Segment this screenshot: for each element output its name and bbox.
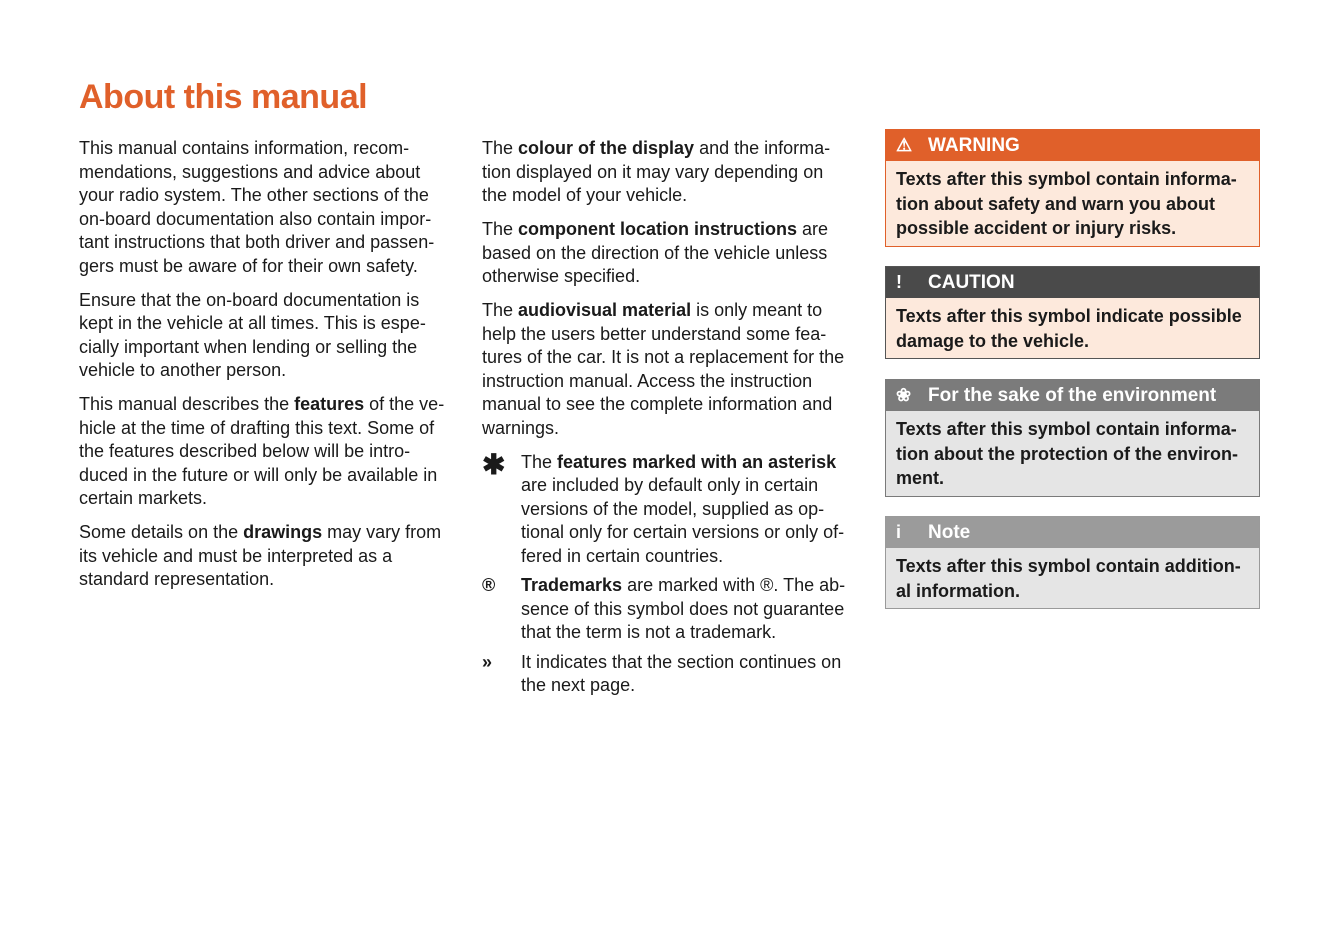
caution-box	[885, 266, 1260, 359]
page-title: About this manual	[79, 78, 368, 116]
list-item	[482, 651, 872, 698]
warning-text: Texts after this symbol contain informa- tion about safety and warn you about possible accident or injury risks.	[886, 161, 1259, 246]
environment-box	[885, 379, 1260, 497]
text-run: are marked with ®. The ab- sence of this symbol does not guarantee that the term is not a trademark.	[521, 575, 846, 642]
list-item	[482, 574, 872, 645]
text-run: is only meant to help the users better understand some fea- tures of the car. It is not a replacement for the instruction manual. Access the instruction manual to see the complete information and warnings.	[482, 300, 845, 438]
list-item-text	[521, 451, 844, 569]
bold-term: colour of the display	[518, 138, 695, 158]
conventions-column	[482, 137, 872, 704]
text-run: and the informa- tion displayed on it may vary depending on the model of your vehicle.	[482, 138, 831, 205]
caution-circle-icon: !	[896, 272, 902, 292]
text-run: The	[482, 138, 519, 158]
double-chevron-right-icon: »	[482, 651, 493, 672]
text-run: This manual describes the	[79, 394, 295, 414]
note-text: Texts after this symbol contain addition- al information.	[886, 548, 1259, 608]
text-run: are based on the direction of the vehicle unless otherwise specified.	[482, 219, 829, 286]
note-label: Note	[928, 521, 971, 543]
bold-term: audiovisual material	[518, 300, 692, 320]
bold-term: features marked with an asterisk	[557, 451, 837, 472]
warning-label: WARNING	[928, 134, 1020, 156]
text-run: The	[482, 300, 519, 320]
caution-text: Texts after this symbol indicate possible damage to the vehicle.	[886, 298, 1259, 358]
paragraph	[482, 137, 872, 208]
warning-triangle-icon: ⚠	[896, 135, 913, 155]
bold-term: drawings	[243, 522, 323, 542]
info-square-icon: i	[896, 522, 902, 542]
warning-box	[885, 129, 1260, 247]
symbol-list	[482, 448, 872, 698]
text-run: of the ve- hicle at the time of drafting this text. Some of the features described below will be intro- duced in the future or will only be available in certain markets.	[79, 394, 445, 508]
list-item-text	[521, 574, 845, 645]
text-run: The	[482, 219, 519, 239]
text-run: Ensure that the on-board documentation is kept in the vehicle at all times. This is espe- cially important when lending or selling the vehicle to another person.	[79, 289, 426, 380]
list-item	[482, 448, 872, 569]
caution-label: CAUTION	[928, 271, 1015, 293]
environment-text: Texts after this symbol contain informa- tion about the protection of the environ- ment.	[886, 411, 1259, 496]
bold-term: Trademarks	[521, 575, 623, 595]
paragraph	[79, 137, 469, 278]
text-run: may vary from its vehicle and must be interpreted as a standard representation.	[79, 522, 442, 589]
text-run: This manual contains information, recom- mendations, suggestions and advice about your radio system. The other sections of the on-board documentation also contain impor- tant instructions that both driver and passen- gers must be aware of for their own safety.	[79, 138, 435, 276]
paragraph	[79, 521, 469, 592]
intro-column	[79, 137, 469, 602]
bold-term: component location instructions	[518, 219, 798, 239]
text-run: The	[521, 451, 558, 472]
paragraph	[79, 393, 469, 511]
flower-icon: ❀	[896, 385, 912, 405]
text-run: are included by default only in certain versions of the model, supplied as op- tional only for certain versions or only of- fered in certain countries.	[521, 475, 845, 566]
bold-term: features	[294, 394, 365, 414]
text-run: It indicates that the section continues on the next page.	[521, 651, 842, 695]
registered-trademark-icon: ®	[482, 575, 496, 595]
environment-label: For the sake of the environment	[928, 384, 1217, 406]
list-item-text	[521, 651, 841, 698]
paragraph	[482, 218, 872, 289]
paragraph	[482, 299, 872, 440]
note-box	[885, 516, 1260, 609]
text-run: Some details on the	[79, 522, 244, 542]
asterisk-icon: ✱	[482, 448, 506, 480]
paragraph	[79, 289, 469, 383]
